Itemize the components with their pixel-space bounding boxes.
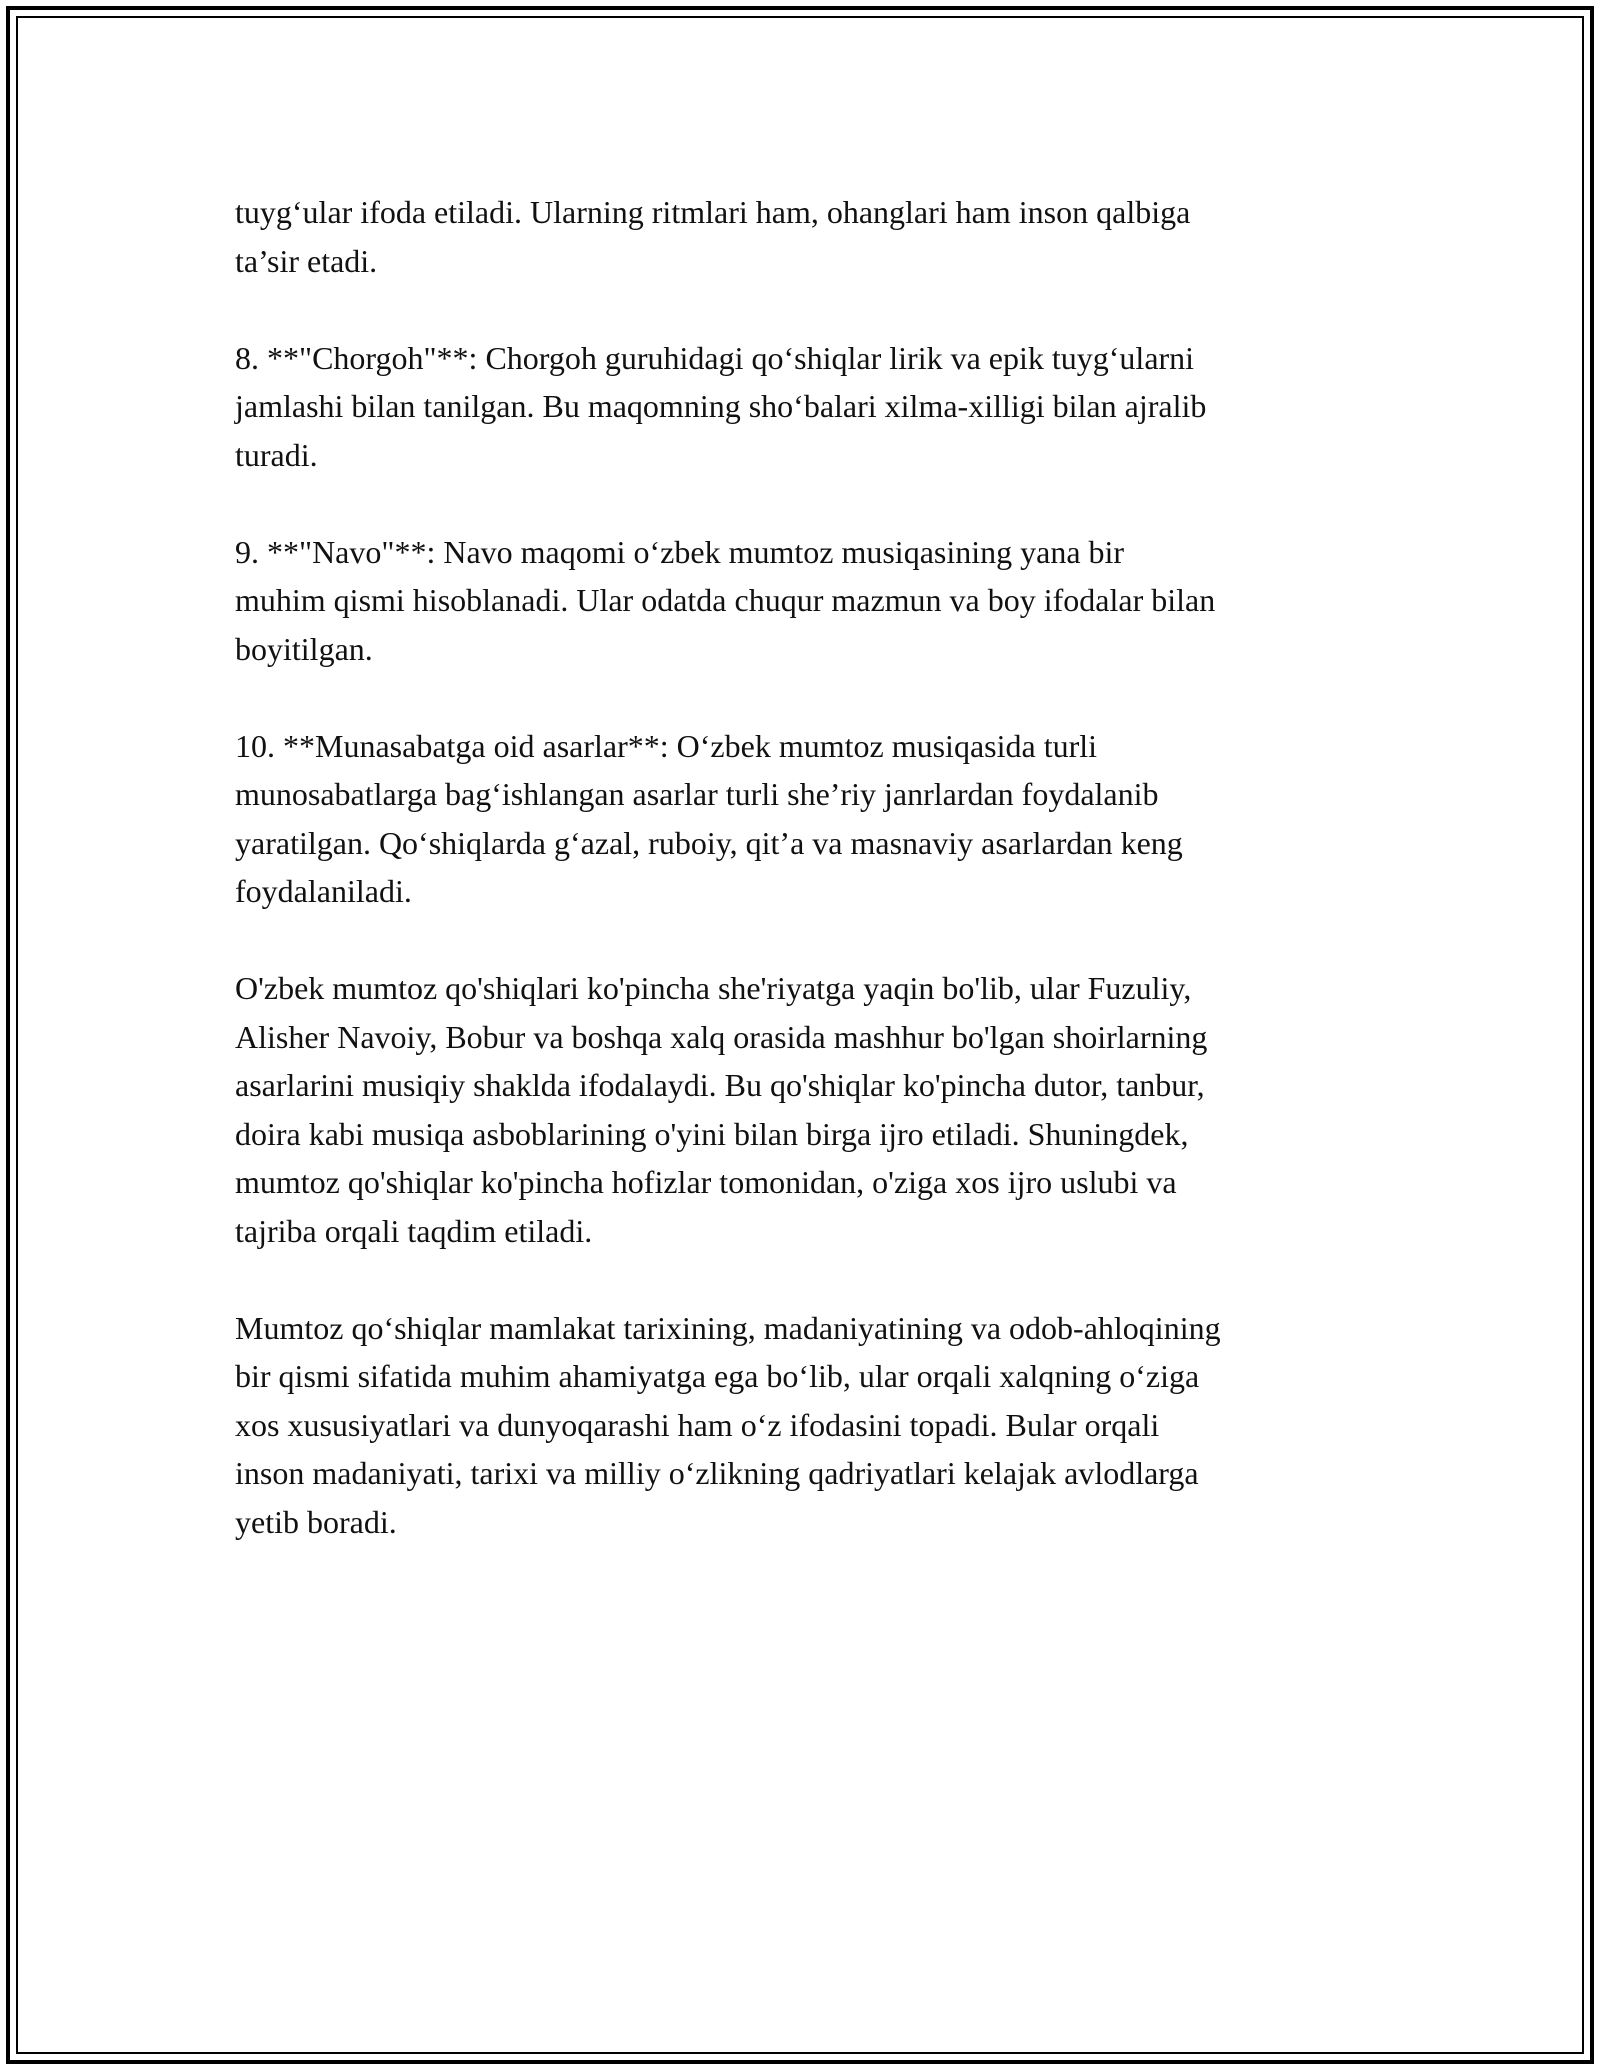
paragraph-conclusion: Mumtoz qo‘shiqlar mamlakat tarixining, madaniyatining va odob-ahloqining bir qismi sifatida muhim ahamiyatga ega bo‘lib, ular orqali xalqning o‘ziga xos xususiyatlari va dunyoqarashi ham o‘z ifodasini topadi. Bular orqali inson madaniyati, tarixi va milliy o‘zlikning qadriyatlari kelajak avlodlarga yetib boradi. (235, 1309, 1221, 1540)
document-body (235, 188, 1375, 1595)
paragraph-item-10-munasabatga: 10. **Munasabatga oid asarlar**: O‘zbek mumtoz musiqasida turli munosabatlarga bag‘ishlangan asarlar turli she’riy janrlardan foydalanib yaratilgan. Qo‘shiqlarda g‘azal, ruboiy, qit’a va masnaviy asarlardan keng foydalaniladi. (235, 727, 1183, 909)
paragraph-mumtoz-qoshiqlari: O'zbek mumtoz qo'shiqlari ko'pincha she'riyatga yaqin bo'lib, ular Fuzuliy, Alisher Navoiy, Bobur va boshqa xalq orasida mashhur bo'lgan shoirlarning asarlarini musiqiy shaklda ifodalaydi. Bu qo'shiqlar ko'pincha dutor, tanbur, doira kabi musiqa asboblarining o'yini bilan birga ijro etiladi. Shuningdek, mumtoz qo'shiqlar ko'pincha hofizlar tomonidan, o'ziga xos ijro uslubi va tajriba orqali taqdim etiladi. (235, 970, 1208, 1249)
paragraph-continuation: tuyg‘ular ifoda etiladi. Ularning ritmlari ham, ohanglari ham inson qalbiga ta’sir etadi. (235, 194, 1191, 279)
paragraph-item-8-chorgoh: 8. **"Chorgoh"**: Chorgoh guruhidagi qo‘shiqlar lirik va epik tuyg‘ularni jamlashi bilan tanilgan. Bu maqomning sho‘balari xilma-xilligi bilan ajralib turadi. (235, 339, 1207, 473)
paragraph-item-9-navo: 9. **"Navo"**: Navo maqomi o‘zbek mumtoz musiqasining yana bir muhim qismi hisoblanadi. Ular odatda chuqur mazmun va boy ifodalar bilan boyitilgan. (235, 533, 1216, 667)
